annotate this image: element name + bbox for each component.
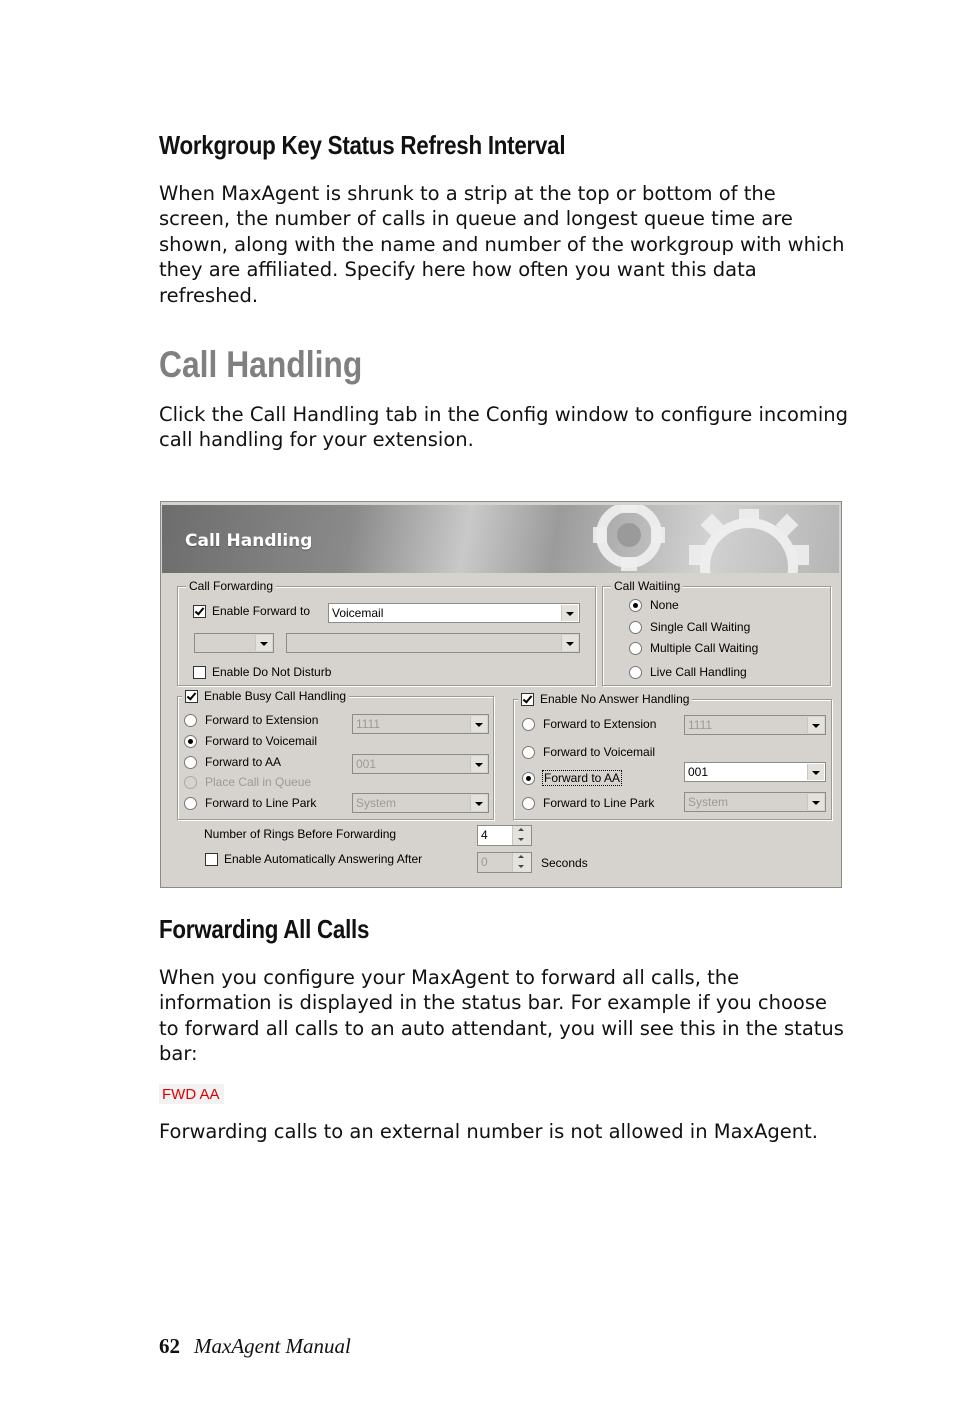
dialog-title: Call Handling (185, 531, 313, 551)
rings-label: Number of Rings Before Forwarding (204, 827, 397, 841)
busy-forward-line-park-radio[interactable] (184, 796, 316, 810)
checkbox-checked-icon (185, 690, 198, 703)
chevron-down-icon (561, 635, 578, 651)
no-answer-aa-value: 001 (688, 765, 709, 779)
dialog-banner (162, 505, 839, 573)
no-answer-line-park-value: System (688, 795, 729, 809)
radio-icon (522, 797, 535, 810)
radio-icon (184, 714, 197, 727)
chevron-down-icon (255, 635, 272, 651)
no-answer-extension-value: 1111 (688, 718, 713, 732)
seconds-label: Seconds (541, 856, 588, 870)
auto-answer-label: Enable Automatically Answering After (224, 852, 423, 866)
radio-label: Forward to AA (205, 755, 282, 769)
checkbox-icon (205, 853, 218, 866)
call-waiting-single-radio[interactable] (629, 620, 750, 634)
radio-icon (522, 718, 535, 731)
call-waiting-label: Call Waitiing (611, 579, 683, 593)
section-heading-call-handling: Call Handling (159, 344, 363, 385)
status-bar-sample: FWD AA (159, 1084, 224, 1104)
call-waiting-multiple-radio[interactable] (629, 641, 758, 655)
no-answer-forward-voicemail-radio[interactable] (522, 745, 655, 759)
chevron-down-icon (561, 605, 578, 621)
no-answer-forward-aa-radio[interactable] (522, 771, 621, 785)
page-footer (159, 1334, 351, 1359)
chevron-down-icon (470, 756, 487, 772)
call-handling-dialog (160, 501, 842, 888)
radio-label: Forward to AA (544, 771, 621, 785)
call-forwarding-label: Call Forwarding (186, 579, 276, 593)
forward-tertiary-select[interactable] (286, 633, 580, 653)
section-heading-refresh-interval: Workgroup Key Status Refresh Interval (159, 130, 566, 160)
no-answer-extension-select[interactable] (684, 715, 826, 735)
busy-forward-extension-radio[interactable] (184, 713, 318, 727)
radio-selected-icon (184, 735, 197, 748)
radio-label: Forward to Voicemail (543, 745, 656, 759)
radio-icon (522, 746, 535, 759)
call-waiting-none-radio[interactable] (629, 598, 679, 612)
rings-value: 4 (481, 828, 488, 842)
no-answer-aa-select[interactable] (684, 762, 826, 782)
radio-label: Multiple Call Waiting (650, 641, 759, 655)
radio-label: Forward to Extension (543, 717, 657, 731)
do-not-disturb-checkbox[interactable] (193, 665, 331, 679)
busy-handling-label: Enable Busy Call Handling (204, 689, 347, 703)
radio-icon (629, 666, 642, 679)
do-not-disturb-label: Enable Do Not Disturb (212, 665, 332, 679)
no-answer-label: Enable No Answer Handling (540, 692, 690, 706)
radio-icon (629, 621, 642, 634)
no-answer-forward-extension-radio[interactable] (522, 717, 656, 731)
busy-line-park-select[interactable] (352, 793, 489, 813)
radio-label: Place Call in Queue (205, 775, 312, 789)
call-waiting-live-radio[interactable] (629, 665, 747, 679)
radio-label: Forward to Line Park (205, 796, 317, 810)
auto-answer-spinner[interactable] (477, 852, 532, 873)
chevron-down-icon (807, 764, 824, 780)
busy-extension-select[interactable] (352, 714, 489, 734)
checkbox-checked-icon (521, 693, 534, 706)
radio-label: Forward to Extension (205, 713, 319, 727)
refresh-interval-paragraph: When MaxAgent is shrunk to a strip at the top or bottom of the screen, the number of calls in queue and longest queue time are shown, along with the name and number of the workgroup with which they are affiliated. Specify here how often you want this data refreshed. (159, 182, 845, 307)
no-answer-checkbox[interactable] (518, 692, 692, 706)
radio-icon (184, 776, 197, 789)
busy-forward-voicemail-radio[interactable] (184, 734, 317, 748)
enable-forward-label: Enable Forward to (212, 604, 311, 618)
no-answer-line-park-select[interactable] (684, 792, 826, 812)
radio-icon (184, 797, 197, 810)
busy-place-queue-radio[interactable] (184, 775, 311, 789)
auto-answer-checkbox[interactable] (205, 852, 422, 866)
chevron-down-icon (470, 716, 487, 732)
chevron-down-icon (807, 794, 824, 810)
forwarding-note-paragraph: Forwarding calls to an external number is not allowed in MaxAgent. (159, 1120, 819, 1143)
forward-to-value: Voicemail (332, 606, 384, 620)
manual-title: MaxAgent Manual (194, 1334, 351, 1358)
rings-spinner[interactable] (477, 825, 532, 846)
chevron-down-icon (807, 717, 824, 733)
chevron-down-icon (470, 795, 487, 811)
spinner-arrows-icon[interactable] (512, 826, 531, 845)
busy-forward-aa-radio[interactable] (184, 755, 281, 769)
checkbox-checked-icon (193, 605, 206, 618)
radio-label: None (650, 598, 679, 612)
spinner-arrows-icon[interactable] (512, 853, 531, 872)
busy-extension-value: 1111 (356, 717, 381, 731)
forward-secondary-select[interactable] (194, 633, 274, 653)
auto-answer-value: 0 (481, 855, 488, 869)
forwarding-paragraph: When you configure your MaxAgent to forward all calls, the information is displayed in the status bar. For example if you choose to forward all calls to an auto attendant, you will see this in the status bar: (159, 966, 844, 1066)
enable-forward-checkbox[interactable] (193, 604, 310, 618)
radio-selected-icon (629, 599, 642, 612)
radio-label: Single Call Waiting (650, 620, 751, 634)
busy-aa-value: 001 (356, 757, 377, 771)
no-answer-forward-line-park-radio[interactable] (522, 796, 654, 810)
radio-label: Forward to Voicemail (205, 734, 318, 748)
checkbox-icon (193, 666, 206, 679)
page-number: 62 (159, 1334, 180, 1358)
section-heading-forwarding-all-calls: Forwarding All Calls (159, 914, 370, 944)
busy-aa-select[interactable] (352, 754, 489, 774)
forward-to-select[interactable] (328, 603, 580, 623)
radio-label: Forward to Line Park (543, 796, 655, 810)
radio-label: Live Call Handling (650, 665, 747, 679)
radio-icon (629, 642, 642, 655)
busy-handling-checkbox[interactable] (182, 689, 349, 703)
busy-line-park-value: System (356, 796, 397, 810)
call-handling-paragraph: Click the Call Handling tab in the Config window to configure incoming call handling for your extension. (159, 403, 849, 452)
radio-selected-icon (522, 772, 535, 785)
gears-icon (539, 505, 839, 573)
radio-icon (184, 756, 197, 769)
